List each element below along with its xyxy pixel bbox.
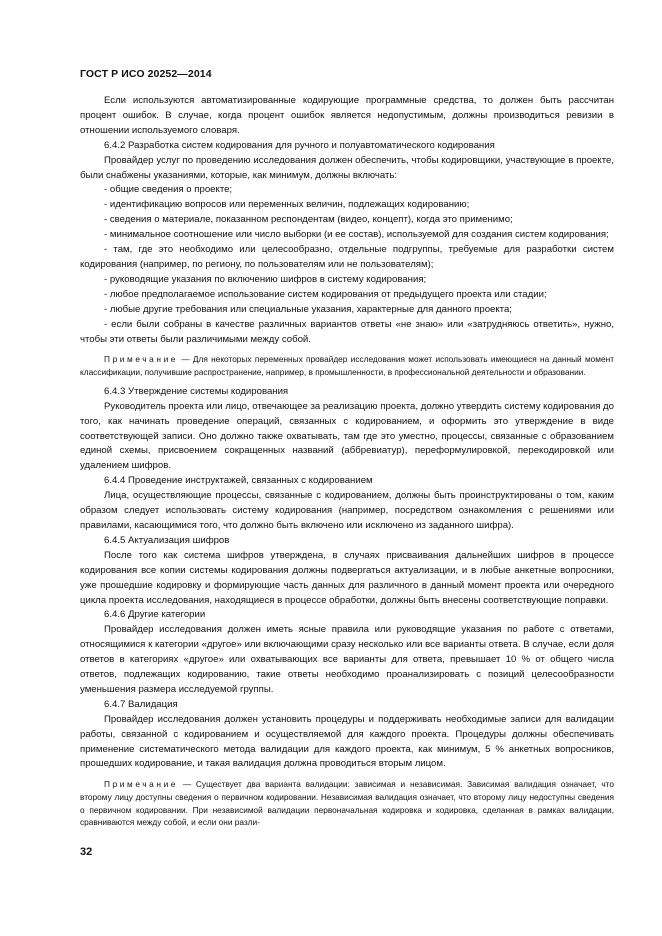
body-paragraph: - сведения о материале, показанном респондентам (видео, концепт), когда это применимо;	[104, 214, 513, 226]
section-heading: 6.4.4 Проведение инструктажей, связанных с кодированием	[104, 475, 373, 487]
note-text: — Существует два варианта валидации: зависимая и независимая. Зависимая валидация означает, что второму лицу доступны сведения о первичном кодировании. Независимая валидация означает, что второму лицу недоступны сведения о первичном кодировании. При независимой валидации первоначальная кодировка и кодировка, сделанная в рамках валидации, сравниваются между собой, и если они разли-	[80, 779, 614, 828]
page-number: 32	[80, 846, 93, 858]
body-paragraph: Провайдер услуг по проведению исследования должен обеспечить, чтобы кодировщики, участвующие в проекте, были снабжены указаниями, которые, как минимум, должны включать:	[80, 154, 614, 181]
note-paragraph	[80, 353, 614, 378]
body-paragraph: - любые другие требования или специальные указания, характерные для данного проекта;	[104, 303, 512, 315]
body-paragraph: - руководящие указания по включению шифров в систему кодирования;	[104, 273, 427, 285]
body-paragraph: Провайдер исследования должен установить процедуры и поддерживать необходимые записи для валидации работы, связанной с кодированием и осуществляемой для каждого проекта. Процедуры должны обеспечивать применение систематического метода валидации для каждого проекта, как минимум, 5 % анкетных вопросников, прошедших кодирование, и такая валидация должна проводиться вторым лицом.	[80, 713, 614, 770]
body-paragraph: - идентификацию вопросов или переменных величин, подлежащих кодированию;	[104, 199, 470, 211]
body-paragraph: Руководитель проекта или лицо, отвечающее за реализацию проекта, должно утвердить систему кодирования до того, как начинать проведение операций, связанных с кодированием, и оформить это утверждение в виде соответствующей записи. Оно должно также охватывать, там где это уместно, процессы, связанные с образованием единой схемы, присвоением сокращенных названий (аббревиатур), переформулировкой, перекодировкой или удалением шифров.	[80, 400, 614, 472]
section-heading: 6.4.7 Валидация	[104, 698, 178, 710]
section-heading: 6.4.3 Утверждение системы кодирования	[104, 385, 289, 397]
body-paragraph: Если используются автоматизированные кодирующие программные средства, то должен быть рассчитан процент ошибок. В случае, когда процент ошибок является недопустимым, должны производиться ревизии в отношении используемого словаря.	[80, 95, 614, 136]
section-heading: 6.4.2 Разработка систем кодирования для ручного и полуавтоматического кодирования	[104, 139, 495, 151]
body-paragraph: - общие сведения о проекте;	[104, 184, 233, 196]
body-paragraph: - если были собраны в качестве различных вариантов ответы «не знаю» или «затрудняюсь ответить», нужно, чтобы эти ответы были различимыми между собой.	[80, 318, 614, 345]
body-paragraph: - минимальное соотношение или число выборки (и ее состав), используемой для создания систем кодирования;	[104, 229, 609, 241]
note-label: Примечание	[104, 354, 179, 365]
section-heading: 6.4.5 Актуализация шифров	[104, 534, 230, 546]
body-paragraph: - любое предполагаемое использование систем кодирования от предыдущего проекта или стадии;	[104, 288, 547, 300]
note-label: Примечание	[104, 779, 179, 790]
note-paragraph	[80, 778, 614, 829]
body-paragraph: Провайдер исследования должен иметь ясные правила или руководящие указания по работе с ответами, относящимися к категории «другое» или включающими сразу несколько или все варианты ответа. В случае, если доля ответов в категориях «другое» или охватывающих все варианты для ответа, превышает 10 % от общего числа ответов, подлежащих кодированию, такие ответы необходимо проанализировать с позиций целесообразности уменьшения размера исследуемой группы.	[80, 624, 614, 695]
note-text: — Для некоторых переменных провайдер исследования может использовать имеющиеся на данный момент классификации, получившие распространение, например, в промышленности, в профессиональной деятельности и образовании.	[80, 354, 614, 378]
document-header: ГОСТ Р ИСО 20252—2014	[80, 68, 212, 80]
body-paragraph: Лица, осуществляющие процессы, связанные с кодированием, должны быть проинструктированы о том, каким образом следует использовать систему кодирования (например, посредством ознакомления с решениями или правилами, касающимися того, что должно быть включено или исключено из заданного шифра).	[80, 490, 614, 531]
body-paragraph: - там, где это необходимо или целесообразно, отдельные подгруппы, требуемые для разработки систем кодирования (например, по региону, по пользователям или не пользователям);	[80, 244, 614, 270]
body-paragraph: После того как система шифров утверждена, в случаях присваивания дальнейших шифров в процессе кодирования все копии системы кодирования должны подвергаться актуализации, и в любые анкетные вопросники, уже прошедшие кодировку и формирующие часть данных для различного в данный момент проекта или очередного цикла проекта исследования, находящиеся в процессе обработки, должны быть внесены соответствующие поправки.	[80, 549, 614, 606]
section-heading: 6.4.6 Другие категории	[104, 609, 206, 621]
document-body	[80, 94, 614, 835]
